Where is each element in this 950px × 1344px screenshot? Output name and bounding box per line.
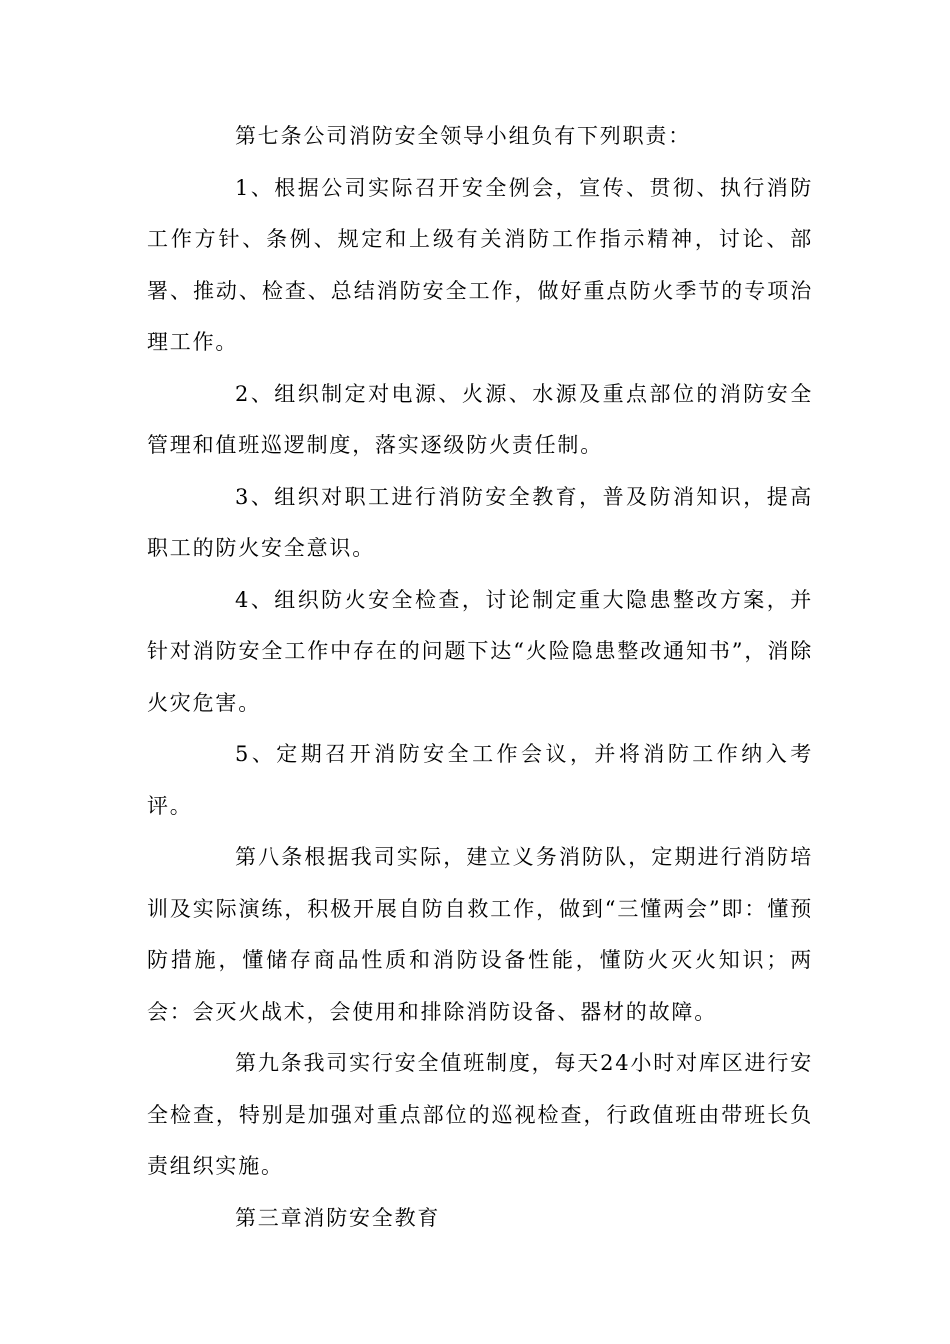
chapter-heading: 第三章消防安全教育	[235, 1205, 441, 1230]
paragraph-item-4: 4、组织防火安全检查，讨论制定重大隐患整改方案，并针对消防安全工作中存在的问题下达“火险隐患整改通知书”，消除火灾危害。	[147, 587, 813, 715]
paragraph-item-3: 3、组织对职工进行消防安全教育，普及防消知识，提高职工的防火安全意识。	[147, 484, 813, 560]
paragraph-item-1: 1、根据公司实际召开安全例会，宣传、贯彻、执行消防工作方针、条例、规定和上级有关消防工作指示精神，讨论、部署、推动、检查、总结消防安全工作，做好重点防火季节的专项治理工作。	[147, 175, 813, 354]
paragraph-item-2: 2、组织制定对电源、火源、水源及重点部位的消防安全管理和值班巡逻制度，落实逐级防火责任制。	[147, 381, 813, 457]
paragraph-article-7: 第七条公司消防安全领导小组负有下列职责：	[235, 124, 691, 148]
paragraph-article-8: 第八条根据我司实际，建立义务消防队，定期进行消防培训及实际演练，积极开展自防自救工作，做到“三懂两会”即：懂预防措施，懂储存商品性质和消防设备性能，懂防火灭火知识；两会：会灭火战术，会使用和排除消防设备、器材的故障。	[147, 845, 813, 1024]
paragraph-article-9: 第九条我司实行安全值班制度，每天24小时对库区进行安全检查，特别是加强对重点部位的巡视检查，行政值班由带班长负责组织实施。	[147, 1051, 813, 1178]
document-body	[147, 111, 813, 1244]
paragraph-item-5: 5、定期召开消防安全工作会议，并将消防工作纳入考评。	[147, 742, 813, 818]
